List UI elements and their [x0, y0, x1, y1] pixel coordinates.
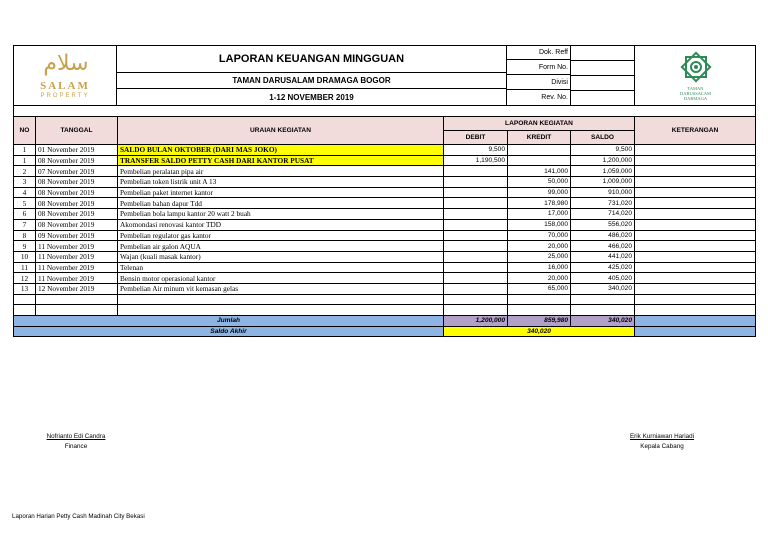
row-saldo: 1,059,000	[571, 166, 635, 177]
row-keterangan	[635, 198, 756, 209]
row-date: 01 November 2019	[36, 145, 118, 156]
row-kredit: 17,000	[508, 209, 571, 220]
totals-row	[14, 316, 756, 327]
signature-right-name: Erik Kurniawan Hariadi	[629, 433, 695, 440]
row-kredit: 158,000	[508, 219, 571, 230]
row-saldo: 1,009,000	[571, 177, 635, 188]
row-keterangan	[635, 230, 756, 241]
row-kredit	[508, 155, 571, 166]
row-date: 11 November 2019	[36, 262, 118, 273]
row-saldo: 556,020	[571, 219, 635, 230]
row-desc: Telenan	[118, 262, 444, 273]
row-debit	[444, 219, 508, 230]
row-kredit: 141,000	[508, 166, 571, 177]
row-kredit: 99,000	[508, 187, 571, 198]
row-debit	[444, 283, 508, 294]
row-debit: 1,190,500	[444, 155, 508, 166]
logo-left-sub: PROPERTY	[40, 93, 90, 99]
row-desc: Akomondasi renovasi kantor TDD	[118, 219, 444, 230]
row-date: 09 November 2019	[36, 230, 118, 241]
row-desc: Pembelian bola lampu kantor 20 watt 2 buah	[118, 209, 444, 220]
col-laporan: LAPORAN KEGIATAN	[444, 117, 635, 131]
row-keterangan	[635, 219, 756, 230]
row-debit	[444, 177, 508, 188]
col-kredit: KREDIT	[508, 131, 571, 145]
row-desc: Wajan (kuali masak kantor)	[118, 251, 444, 262]
row-debit	[444, 241, 508, 252]
row-kredit: 16,000	[508, 262, 571, 273]
row-desc: Pembelian air galon AQUA	[118, 241, 444, 252]
row-saldo: 425,020	[571, 262, 635, 273]
row-debit	[444, 262, 508, 273]
row-date: 11 November 2019	[36, 251, 118, 262]
logo-right-box	[635, 45, 756, 106]
table-row	[14, 187, 756, 198]
table-row	[14, 262, 756, 273]
signature-right-role: Kepala Cabang	[640, 443, 684, 450]
row-no: 2	[14, 166, 36, 177]
row-no: 9	[14, 241, 36, 252]
logo-right-line2: DARUSSALAM	[679, 91, 711, 96]
row-saldo: 340,020	[571, 283, 635, 294]
row-no: 1	[14, 145, 36, 156]
row-no: 6	[14, 209, 36, 220]
darussalam-logo-icon	[678, 49, 714, 85]
row-kredit: 25,000	[508, 251, 571, 262]
row-no: 11	[14, 262, 36, 273]
col-uraian: URAIAN KEGIATAN	[118, 117, 444, 145]
closing-value: 340,020	[444, 326, 635, 337]
row-debit	[444, 251, 508, 262]
row-debit	[444, 230, 508, 241]
row-kredit: 50,000	[508, 177, 571, 188]
row-saldo: 9,500	[571, 145, 635, 156]
spacer-row	[13, 106, 756, 116]
field-divisi: Divisi	[551, 78, 568, 86]
row-kredit: 20,000	[508, 273, 571, 284]
row-keterangan	[635, 145, 756, 156]
logo-right-line1: TAMAN	[687, 86, 704, 91]
table-row	[14, 177, 756, 188]
table-row	[14, 230, 756, 241]
row-no: 12	[14, 273, 36, 284]
row-date: 08 November 2019	[36, 209, 118, 220]
row-debit: 9,500	[444, 145, 508, 156]
table-row	[14, 155, 756, 166]
row-kredit: 70,000	[508, 230, 571, 241]
row-date: 11 November 2019	[36, 273, 118, 284]
field-form-no: Form No.	[538, 63, 568, 71]
row-saldo: 910,000	[571, 187, 635, 198]
totals-saldo: 340,020	[571, 316, 635, 327]
row-desc: Bensin motor operasional kantor	[118, 273, 444, 284]
signature-left-role: Finance	[64, 443, 88, 450]
row-no: 7	[14, 219, 36, 230]
row-kredit	[508, 145, 571, 156]
row-desc: Pembelian peralatan pipa air	[118, 166, 444, 177]
field-dok-reff: Dok. Reff	[538, 48, 568, 56]
row-keterangan	[635, 166, 756, 177]
row-keterangan	[635, 241, 756, 252]
row-date: 07 November 2019	[36, 166, 118, 177]
empty-row	[14, 305, 756, 316]
table-row	[14, 219, 756, 230]
row-desc: TRANSFER SALDO PETTY CASH DARI KANTOR PUSAT	[118, 155, 444, 166]
row-date: 08 November 2019	[36, 198, 118, 209]
totals-label: Jumlah	[14, 316, 444, 327]
row-date: 08 November 2019	[36, 177, 118, 188]
row-keterangan	[635, 187, 756, 198]
row-debit	[444, 209, 508, 220]
row-desc: Pembelian Air minum vit kemasan gelas	[118, 283, 444, 294]
row-no: 10	[14, 251, 36, 262]
row-keterangan	[635, 209, 756, 220]
row-date: 11 November 2019	[36, 241, 118, 252]
row-desc: Pembelian token listrik unit A 13	[118, 177, 444, 188]
row-saldo: 466,020	[571, 241, 635, 252]
col-tanggal: TANGGAL	[36, 117, 118, 145]
ledger-table	[13, 116, 756, 337]
table-body	[14, 145, 756, 295]
row-saldo: 714,020	[571, 209, 635, 220]
page-subtitle: TAMAN DARUSALAM DRAMAGA BOGOR	[232, 76, 391, 85]
empty-row	[14, 294, 756, 305]
page-title: LAPORAN KEUANGAN MINGGUAN	[218, 52, 405, 65]
row-no: 8	[14, 230, 36, 241]
row-keterangan	[635, 283, 756, 294]
row-debit	[444, 198, 508, 209]
row-keterangan	[635, 177, 756, 188]
table-row	[14, 273, 756, 284]
table-row	[14, 198, 756, 209]
closing-row	[14, 326, 756, 337]
row-date: 12 November 2019	[36, 283, 118, 294]
row-no: 5	[14, 198, 36, 209]
row-saldo: 486,020	[571, 230, 635, 241]
row-keterangan	[635, 251, 756, 262]
signature-left	[28, 433, 124, 450]
closing-label: Saldo Akhir	[14, 326, 444, 337]
signature-left-name: Nofrianto Edi Candra	[46, 433, 106, 440]
footer-note: Laporan Harian Petty Cash Madinah City Bekasi	[12, 513, 145, 520]
field-rev-no: Rev. No.	[541, 94, 568, 101]
row-saldo: 441,020	[571, 251, 635, 262]
row-no: 4	[14, 187, 36, 198]
col-no: NO	[14, 117, 36, 145]
table-row	[14, 209, 756, 220]
row-desc: SALDO BULAN OKTOBER (DARI MAS JOKO)	[118, 145, 444, 156]
row-debit	[444, 166, 508, 177]
row-saldo: 405,020	[571, 273, 635, 284]
table-row	[14, 283, 756, 294]
table-header-row-1	[14, 117, 756, 131]
col-keterangan: KETERANGAN	[635, 117, 756, 145]
page-period: 1-12 NOVEMBER 2019	[269, 92, 354, 102]
row-saldo: 1,200,000	[571, 155, 635, 166]
row-no: 3	[14, 177, 36, 188]
salam-logo-icon: سلام	[43, 51, 89, 76]
row-no: 13	[14, 283, 36, 294]
title-area	[117, 45, 507, 106]
signature-right	[612, 433, 712, 450]
row-debit	[444, 273, 508, 284]
row-desc: Pembelian paket internet kantor	[118, 187, 444, 198]
totals-debit: 1,200,000	[444, 316, 508, 327]
logo-left-name: SALAM	[40, 80, 90, 92]
row-keterangan	[635, 273, 756, 284]
table-row	[14, 241, 756, 252]
doc-fields	[507, 45, 635, 106]
row-date: 08 November 2019	[36, 187, 118, 198]
row-saldo: 731,020	[571, 198, 635, 209]
row-kredit: 65,000	[508, 283, 571, 294]
logo-right-line3: DARMAGA	[683, 96, 708, 101]
totals-kredit: 859,980	[508, 316, 571, 327]
row-desc: Pembelian regulator gas kantor	[118, 230, 444, 241]
logo-left-box	[13, 45, 117, 106]
row-date: 08 November 2019	[36, 155, 118, 166]
row-keterangan	[635, 155, 756, 166]
row-kredit: 20,000	[508, 241, 571, 252]
col-debit: DEBIT	[444, 131, 508, 145]
col-saldo: SALDO	[571, 131, 635, 145]
row-date: 08 November 2019	[36, 219, 118, 230]
table-row	[14, 251, 756, 262]
row-keterangan	[635, 262, 756, 273]
table-row	[14, 145, 756, 156]
row-kredit: 178,980	[508, 198, 571, 209]
row-debit	[444, 187, 508, 198]
row-no: 1	[14, 155, 36, 166]
row-desc: Pembelian bahan dapur Tdd	[118, 198, 444, 209]
table-row	[14, 166, 756, 177]
